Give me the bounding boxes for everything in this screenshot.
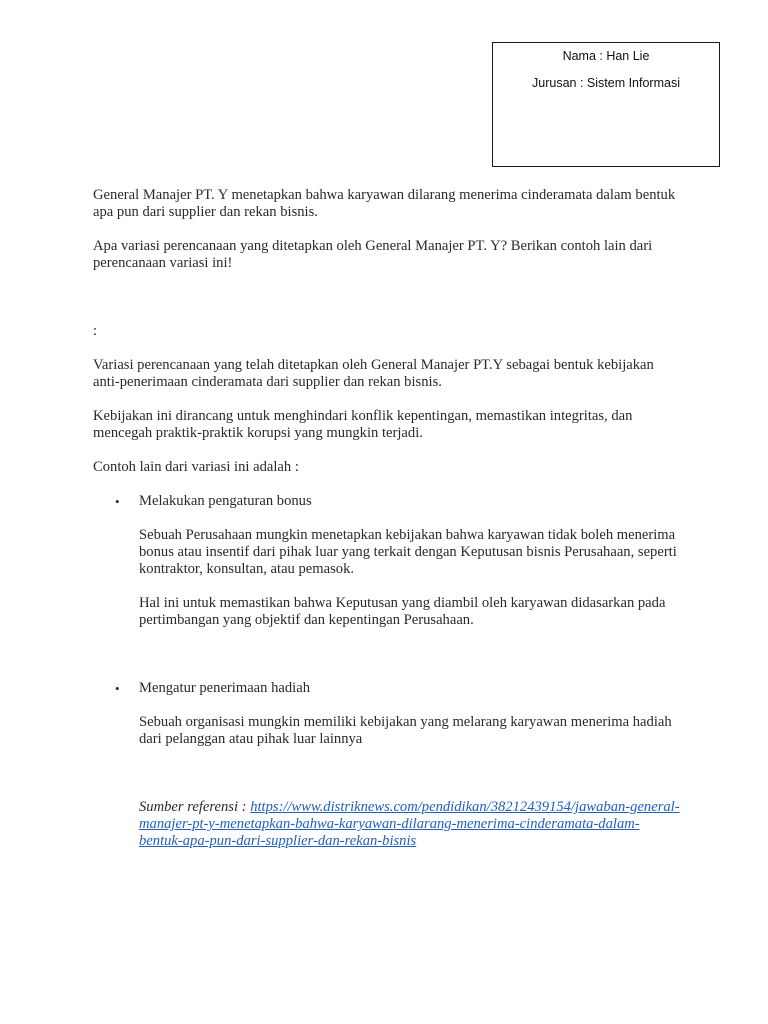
answer-paragraph-1: Variasi perencanaan yang telah ditetapkan oleh General Manajer PT.Y sebagai bentuk kebijakan anti-penerimaan cinderamata dari supplier dan rekan bisnis. [93,357,654,390]
student-info-box [492,42,720,167]
source-reference [93,799,683,850]
question-prompt: Apa variasi perencanaan yang ditetapkan oleh General Manajer PT. Y? Berikan contoh lain dari perencanaan variasi ini! [93,238,653,271]
list-item-description: Hal ini untuk memastikan bahwa Keputusan yang diambil oleh karyawan didasarkan pada pertimbangan yang objektif dan kepentingan Perusahaan. [139,595,666,628]
source-link[interactable]: https://www.distriknews.com/pendidikan/38212439154/jawaban-general-manajer-pt-y-menetapkan-bahwa-karyawan-dilarang-menerima-cinderamata-dalam-bentuk-apa-pun-dari-supplier-dan-rekan-bisnis [139,799,680,849]
list-item [93,493,683,629]
document-body [93,187,683,850]
bullet-icon: • [115,494,120,509]
question-statement: General Manajer PT. Y menetapkan bahwa karyawan dilarang menerima cinderamata dalam bentuk apa pun dari supplier dan rekan bisnis. [93,187,676,220]
list-item-description: Sebuah organisasi mungkin memiliki kebijakan yang melarang karyawan menerima hadiah dari pelanggan atau pihak luar lainnya [139,714,672,747]
answer-marker: : [93,323,98,339]
list-item-title: Mengatur penerimaan hadiah [139,680,310,696]
student-name: Nama : Han Lie [562,49,650,63]
source-label: Sumber referensi : [139,799,251,815]
bullet-icon: • [115,681,120,696]
student-major: Jurusan : Sistem Informasi [532,76,680,90]
list-item-title: Melakukan pengaturan bonus [139,493,312,509]
answer-paragraph-3: Contoh lain dari variasi ini adalah : [93,459,299,475]
list-item-description: Sebuah Perusahaan mungkin menetapkan kebijakan bahwa karyawan tidak boleh menerima bonus atau insentif dari pihak luar yang terkait dengan Keputusan bisnis Perusahaan, seperti kontraktor, konsultan, atau pemasok. [139,527,677,577]
answer-paragraph-2: Kebijakan ini dirancang untuk menghindari konflik kepentingan, memastikan integritas, dan mencegah praktik-praktik korupsi yang mungkin terjadi. [93,408,633,441]
list-item [93,680,683,748]
